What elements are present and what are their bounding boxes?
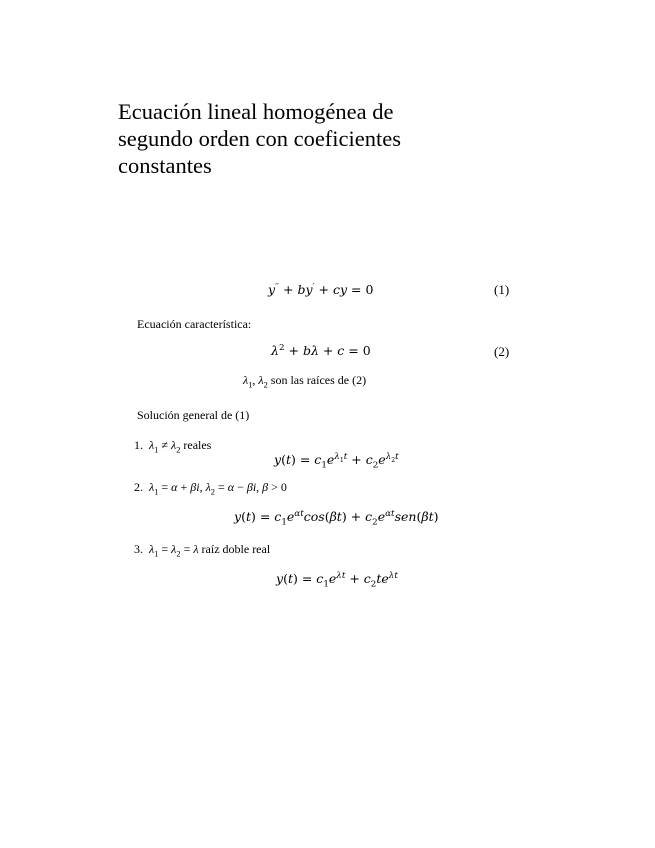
roots-text: $\lambda_1$, $\lambda_2$ son las raíces de (2) bbox=[243, 373, 367, 390]
title-line-1: Ecuación lineal homogénea de bbox=[118, 99, 394, 124]
case-3-condition: 3. $\lambda_1 = \lambda_2 = \lambda$ raíz doble real bbox=[134, 542, 271, 559]
case-3-number: 3. bbox=[134, 542, 143, 556]
case-1-number: 1. bbox=[134, 438, 143, 452]
case-2-solution: $y(t) = c_1e^{\alpha t}\cos(\beta t) + c_2e^{\alpha t}sen(\beta t)$ bbox=[234, 508, 439, 528]
title-line-2: segundo orden con coeficientes bbox=[118, 126, 402, 151]
equation-1: y′′ + by′ + cy = 0 bbox=[268, 281, 374, 297]
general-solution-label: Solución general de (1) bbox=[137, 408, 250, 422]
case-2-condition: 2. $\lambda_1 = \alpha + \beta i$, $\lambda_2 = \alpha - \beta i$, β > 0 bbox=[134, 480, 287, 497]
page-title bbox=[118, 98, 538, 179]
case-1-solution: $y(t) = c_1e^{\lambda_1t} + c_2e^{\lambda_2t}$ bbox=[274, 451, 399, 471]
equation-2-number: (2) bbox=[494, 344, 510, 359]
case-3-solution: $y(t) = c_1e^{\lambda t} + c_2te^{\lambda t}$ bbox=[276, 570, 398, 590]
equation-2: $\lambda^2 + b\lambda + c = 0$ bbox=[271, 342, 371, 358]
characteristic-label: Ecuación característica: bbox=[137, 317, 252, 331]
title-line-3: constantes bbox=[118, 153, 212, 178]
case-2-number: 2. bbox=[134, 480, 143, 494]
case-1-condition: 1. $\lambda_1 \ne \lambda_2$ reales bbox=[134, 438, 212, 455]
equation-1-number: (1) bbox=[494, 282, 510, 297]
